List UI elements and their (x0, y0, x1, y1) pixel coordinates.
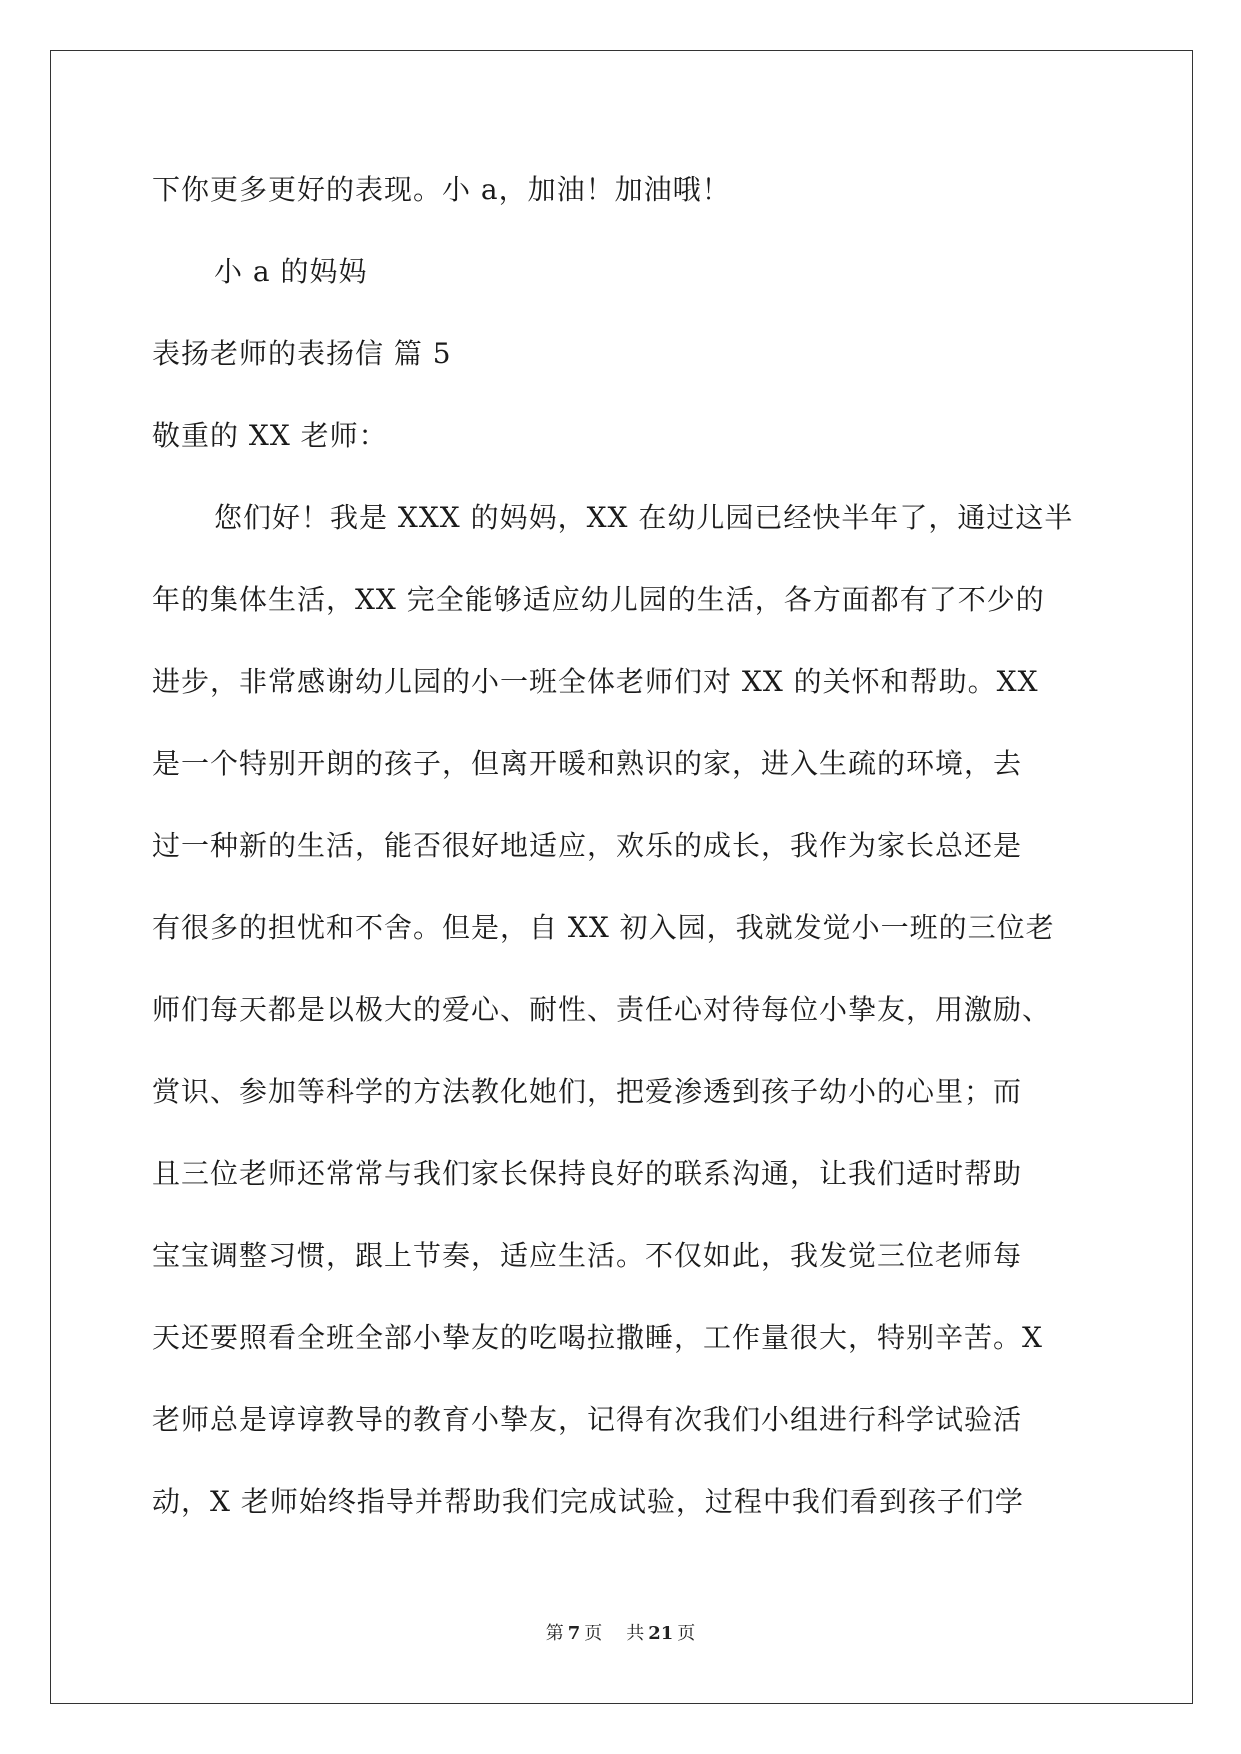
text-line-9: 过一种新的生活，能否很好地适应，欢乐的成长，我作为家长总还是 (152, 829, 1023, 862)
page-footer (0, 1622, 1241, 1646)
text-line-16: 老师总是谆谆教导的教育小挚友，记得有次我们小组进行科学试验活 (152, 1403, 1023, 1436)
text-line-15: 天还要照看全班全部小挚友的吃喝拉撒睡，工作量很大，特别辛苦。X (152, 1321, 1043, 1354)
text-line-5: 您们好！我是 XXX 的妈妈，XX 在幼儿园已经快半年了，通过这半 (214, 501, 1074, 534)
text-line-1: 下你更多更好的表现。小 a，加油！加油哦！ (152, 173, 731, 206)
text-line-17: 动，X 老师始终指导并帮助我们完成试验，过程中我们看到孩子们学 (152, 1485, 1024, 1518)
page-border (50, 50, 1193, 1704)
text-line-11: 师们每天都是以极大的爱心、耐性、责任心对待每位小挚友，用激励、 (152, 993, 1052, 1026)
text-line-6: 年的集体生活，XX 完全能够适应幼儿园的生活，各方面都有了不少的 (152, 583, 1045, 616)
footer-total-suffix: 页 (677, 1623, 696, 1644)
text-line-14: 宝宝调整习惯，跟上节奏，适应生活。不仅如此，我发觉三位老师每 (152, 1239, 1023, 1272)
footer-total-pages: 21 (648, 1623, 674, 1644)
text-line-12: 赏识、参加等科学的方法教化她们，把爱渗透到孩子幼小的心里；而 (152, 1075, 1023, 1108)
footer-page-suffix: 页 (584, 1623, 603, 1644)
signature-line: 小 a 的妈妈 (214, 255, 368, 288)
salutation: 敬重的 XX 老师： (152, 419, 388, 452)
text-line-7: 进步，非常感谢幼儿园的小一班全体老师们对 XX 的关怀和帮助。XX (152, 665, 1039, 698)
footer-prefix: 第 (545, 1623, 564, 1644)
footer-page-number: 7 (567, 1623, 581, 1644)
footer-total-prefix: 共 (626, 1623, 645, 1644)
text-line-13: 且三位老师还常常与我们家长保持良好的联系沟通，让我们适时帮助 (152, 1157, 1023, 1190)
text-line-10: 有很多的担忧和不舍。但是，自 XX 初入园，我就发觉小一班的三位老 (152, 911, 1055, 944)
text-line-8: 是一个特别开朗的孩子，但离开暖和熟识的家，进入生疏的环境，去 (152, 747, 1023, 780)
section-heading: 表扬老师的表扬信 篇 5 (152, 337, 452, 370)
